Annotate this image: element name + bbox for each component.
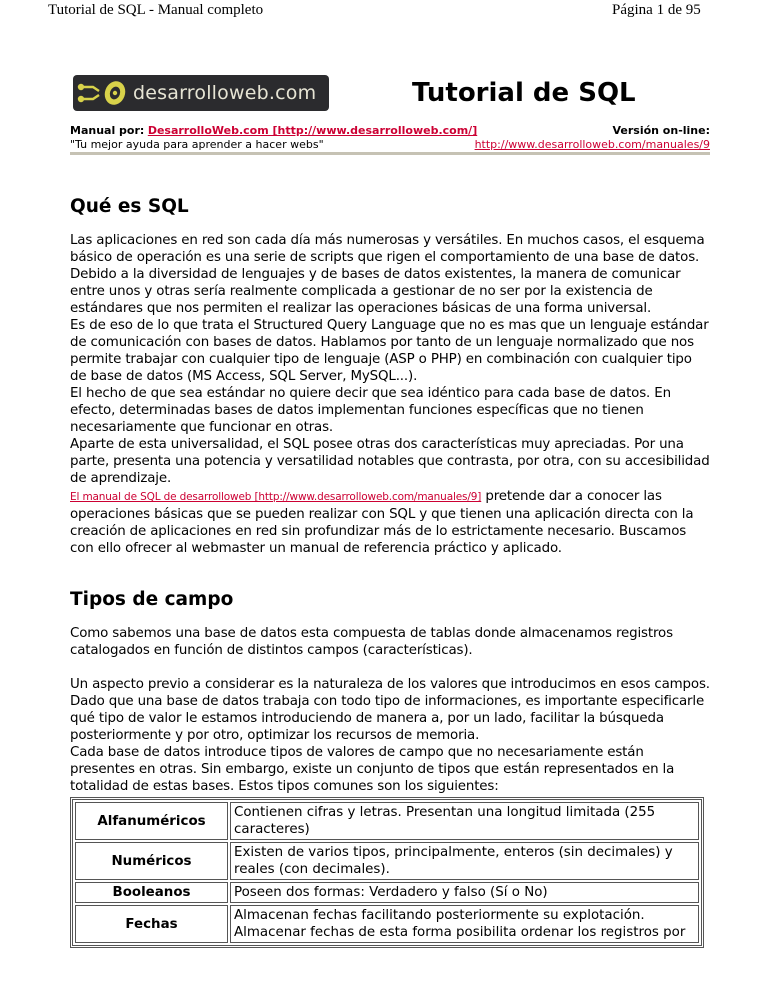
paragraph-text: pretende dar a conocer las operaciones básicas que se pueden realizar con SQL y que tienen una aplicación directa con la creación de aplicaciones en red sin profundizar más de lo estrictamente necesario. Buscamos con ello ofrecer al webmaster un manual de referencia práctico y aplicado. (70, 489, 694, 556)
tagline: "Tu mejor ayuda para aprender a hacer webs" (70, 138, 324, 151)
field-types-table (70, 797, 704, 948)
logo-text: desarrolloweb.com (133, 82, 317, 104)
paragraph: Aparte de esta universalidad, el SQL posee otras dos características muy apreciadas. Por una parte, presenta una potencia y versatilidad notables que contrasta, por otra, con su accesibilidad de aprendizaje. (70, 437, 710, 486)
paragraph: Como sabemos una base de datos esta compuesta de tablas donde almacenamos registros catalogados en función de distintos campos (características). (70, 626, 673, 658)
print-header-title: Tutorial de SQL - Manual completo (48, 2, 264, 18)
section-heading-que-es-sql: Qué es SQL (70, 196, 189, 217)
field-type-name: Alfanuméricos (75, 802, 228, 840)
document-title: Tutorial de SQL (412, 78, 636, 108)
field-type-name: Fechas (75, 905, 228, 943)
paragraph: Cada base de datos introduce tipos de valores de campo que no necesariamente están presentes en otras. Sin embargo, existe un conjunto de tipos que están representados en la totalidad de estas bases. Estos tipos comunes son los siguientes: (70, 745, 675, 794)
table-row (75, 802, 699, 840)
author-info (70, 124, 477, 152)
header-divider (70, 152, 710, 155)
print-header (0, 2, 768, 22)
paragraph: Es de eso de lo que trata el Structured Query Language que no es mas que un lenguaje estándar de comunicación con bases de datos. Hablamos por tanto de un lenguaje normalizado que nos permite trabajar con cualquier tipo de lenguaje (ASP o PHP) en combinación con cualquier tipo de base de datos (MS Access, SQL Server, MySQL...). (70, 318, 709, 384)
paragraph: Un aspecto previo a considerar es la naturaleza de los valores que introducimos en esos campos. Dado que una base de datos trabaja con todo tipo de informaciones, es importante especificarle qué tipo de valor le estamos introduciendo de manera a, por un lado, facilitar la búsqueda posteriormente y por otro, optimizar los recursos de memoria. (70, 677, 710, 743)
table-row (75, 842, 699, 880)
version-info (475, 124, 710, 152)
manual-link[interactable]: El manual de SQL de desarrolloweb [http://www.desarrolloweb.com/manuales/9] (70, 491, 482, 503)
field-type-description: Almacenan fechas facilitando posteriormente su explotación. Almacenar fechas de esta forma posibilita ordenar los registros por (230, 905, 699, 943)
field-type-name: Booleanos (75, 882, 228, 903)
table-row (75, 905, 699, 943)
paragraph: Debido a la diversidad de lenguajes y de bases de datos existentes, la manera de comunicar entre unos y otras sería realmente complicada a gestionar de no ser por la existencia de estándares que nos permiten el realizar las operaciones básicas de una forma universal. (70, 267, 681, 316)
field-type-description: Existen de varios tipos, principalmente, enteros (sin decimales) y reales (con decimales). (230, 842, 699, 880)
paragraph-with-link (70, 488, 710, 557)
desarrolloweb-logo-icon (73, 75, 131, 111)
version-link[interactable]: http://www.desarrolloweb.com/manuales/9 (474, 138, 710, 151)
section-heading-tipos-de-campo: Tipos de campo (70, 589, 234, 610)
field-type-description: Contienen cifras y letras. Presentan una longitud limitada (255 caracteres) (230, 802, 699, 840)
field-type-description: Poseen dos formas: Verdadero y falso (Sí o No) (230, 882, 699, 903)
desarrolloweb-logo[interactable] (73, 75, 329, 111)
page-number: Página 1 de 95 (612, 2, 701, 18)
author-link[interactable]: DesarrolloWeb.com [http://www.desarrolloweb.com/] (147, 124, 478, 137)
table-row (75, 882, 699, 903)
paragraph: El hecho de que sea estándar no quiere decir que sea idéntico para cada base de datos. En efecto, determinadas bases de datos implementan funciones específicas que no tienen necesariamente que funcionar en otras. (70, 386, 671, 435)
paragraph: Las aplicaciones en red son cada día más numerosas y versátiles. En muchos casos, el esquema básico de operación es una serie de scripts que rigen el comportamiento de una base de datos. (70, 233, 705, 265)
author-label: Manual por: (70, 124, 145, 137)
field-type-name: Numéricos (75, 842, 228, 880)
version-label: Versión on-line: (612, 124, 710, 137)
